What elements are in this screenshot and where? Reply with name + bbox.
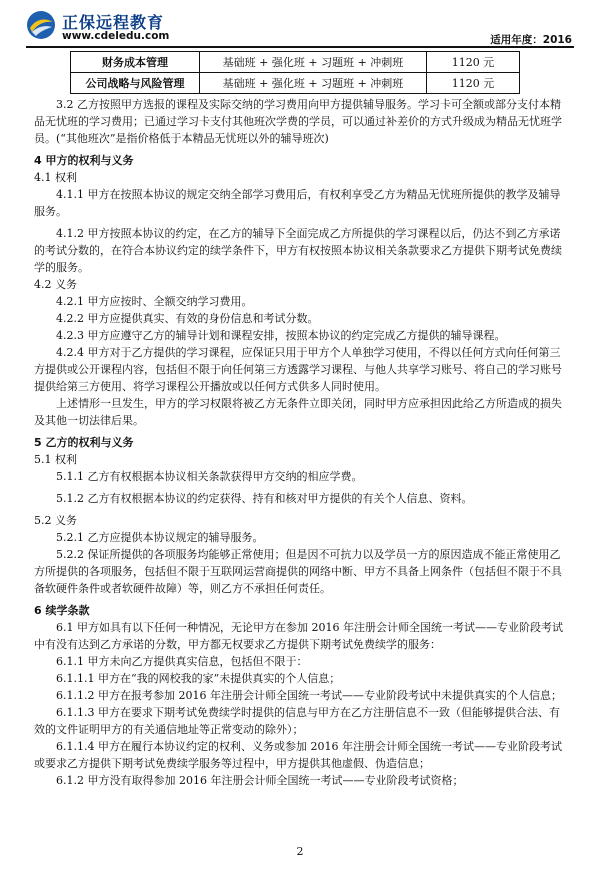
- class-package-cell: 基础班 + 强化班 + 习题班 + 冲刺班: [200, 52, 427, 73]
- section-heading: 6 续学条款: [34, 604, 90, 617]
- clause-paragraph: 5.1.1 乙方有权根据本协议相关条款获得甲方交纳的相应学费。: [56, 470, 363, 483]
- subsection-heading: 5.1 权利: [34, 453, 77, 466]
- price-cell: 1120 元: [427, 52, 520, 73]
- clause-paragraph: 3.2 乙方按照甲方选报的课程及实际交纳的学习费用向甲方提供辅导服务。学习卡可全额或部分支付本精品无忧班的学习费用；已通过学习卡支付其他班次学费的学员，可以通过补差价的方式升级成为精品无忧班学员。(“其他班次”是指价格低于本精品无忧班以外的辅导班次): [34, 98, 562, 145]
- class-package-cell: 基础班 + 强化班 + 习题班 + 冲刺班: [200, 73, 427, 94]
- clause-paragraph: 4.2.3 甲方应遵守乙方的辅导计划和课程安排，按照本协议的约定完成乙方提供的辅导课程。: [56, 329, 506, 342]
- clause-paragraph: 5.2.1 乙方应提供本协议规定的辅导服务。: [56, 531, 264, 544]
- price-cell: 1120 元: [427, 73, 520, 94]
- applicable-year: 适用年度：2016: [490, 34, 572, 46]
- page-number: 2: [296, 845, 304, 858]
- table-row: [71, 73, 520, 94]
- fee-table: [70, 51, 520, 94]
- course-name-cell: 财务成本管理: [71, 52, 200, 73]
- table-row: [71, 52, 520, 73]
- clause-paragraph: 6.1.2 甲方没有取得参加 2016 年注册会计师全国统一考试——专业阶段考试资格；: [56, 774, 464, 787]
- clause-paragraph: 4.2.2 甲方应提供真实、有效的身份信息和考试分数。: [56, 312, 319, 325]
- clause-paragraph: 上述情形一旦发生，甲方的学习权限将被乙方无条件立即关闭，同时甲方应承担因此给乙方所造成的损失及其他一切法律后果。: [34, 397, 562, 427]
- page-header: [26, 8, 574, 46]
- clause-paragraph: 5.2.2 保证所提供的各项服务均能够正常使用；但是因不可抗力以及学员一方的原因造成不能正常使用乙方所提供的各项服务，包括但不限于互联网运营商提供的网络中断、甲方不具备上网条件（包括但不限于不具备软硬件条件或者软硬件故障）等，则乙方不承担任何责任。: [34, 548, 562, 595]
- clause-paragraph: 6.1.1.4 甲方在履行本协议约定的权利、义务或参加 2016 年注册会计师全国统一考试——专业阶段考试或要求乙方提供下期考试免费续学服务等过程中，甲方提供其他虚假、伪造信息；: [34, 740, 562, 770]
- clause-paragraph: 6.1.1.2 甲方在报考参加 2016 年注册会计师全国统一考试——专业阶段考试中未提供真实的个人信息；: [56, 689, 562, 702]
- subsection-heading: 4.1 权利: [34, 171, 77, 184]
- clause-paragraph: 6.1.1.1 甲方在“我的网校我的家”未提供真实的个人信息；: [56, 672, 341, 685]
- section-heading: 4 甲方的权利与义务: [34, 154, 134, 167]
- subsection-heading: 4.2 义务: [34, 278, 77, 291]
- clause-paragraph: 6.1 甲方如具有以下任何一种情况，无论甲方在参加 2016 年注册会计师全国统一考试——专业阶段考试中有没有达到乙方承诺的分数，甲方都无权要求乙方提供下期考试免费续学的服务：: [34, 621, 563, 651]
- brand-website: www.cdeledu.com: [62, 30, 170, 42]
- section-heading: 5 乙方的权利与义务: [34, 436, 134, 449]
- subsection-heading: 5.2 义务: [34, 514, 77, 527]
- clause-paragraph: 4.1.1 甲方在按照本协议的规定交纳全部学习费用后，有权利享受乙方为精品无忧班所提供的教学及辅导服务。: [34, 188, 561, 218]
- company-logo-icon: [26, 10, 56, 40]
- clause-paragraph: 5.1.2 乙方有权根据本协议的约定获得、持有和核对甲方提供的有关个人信息、资料。: [56, 492, 473, 505]
- agreement-body: [34, 96, 566, 789]
- clause-paragraph: 6.1.1.3 甲方在要求下期考试免费续学时提供的信息与甲方在乙方注册信息不一致（但能够提供合法、有效的文件证明甲方的有关通信地址等正常变动的除外）；: [34, 706, 560, 736]
- header-divider: [26, 46, 574, 48]
- clause-paragraph: 4.1.2 甲方按照本协议的约定，在乙方的辅导下全面完成乙方所提供的学习课程以后，仍达不到乙方承诺的考试分数的，在符合本协议约定的续学条件下，甲方有权按照本协议相关条款要求乙方提供下期考试免费续学的服务。: [34, 227, 562, 274]
- brand-name: 正保远程教育: [62, 13, 165, 32]
- clause-paragraph: 4.2.4 甲方对于乙方提供的学习课程，应保证只用于甲方个人单独学习使用，不得以任何方式向任何第三方提供或公开课程内容，包括但不限于向任何第三方透露学习课程、与他人共享学习账号、将自己的学习账号提供给第三方使用、将学习课程公开播放或以任何方式供多人同时使用。: [34, 346, 562, 393]
- course-name-cell: 公司战略与风险管理: [71, 73, 200, 94]
- clause-paragraph: 4.2.1 甲方应按时、全额交纳学习费用。: [56, 295, 253, 308]
- clause-paragraph: 6.1.1 甲方未向乙方提供真实信息，包括但不限于：: [56, 655, 308, 668]
